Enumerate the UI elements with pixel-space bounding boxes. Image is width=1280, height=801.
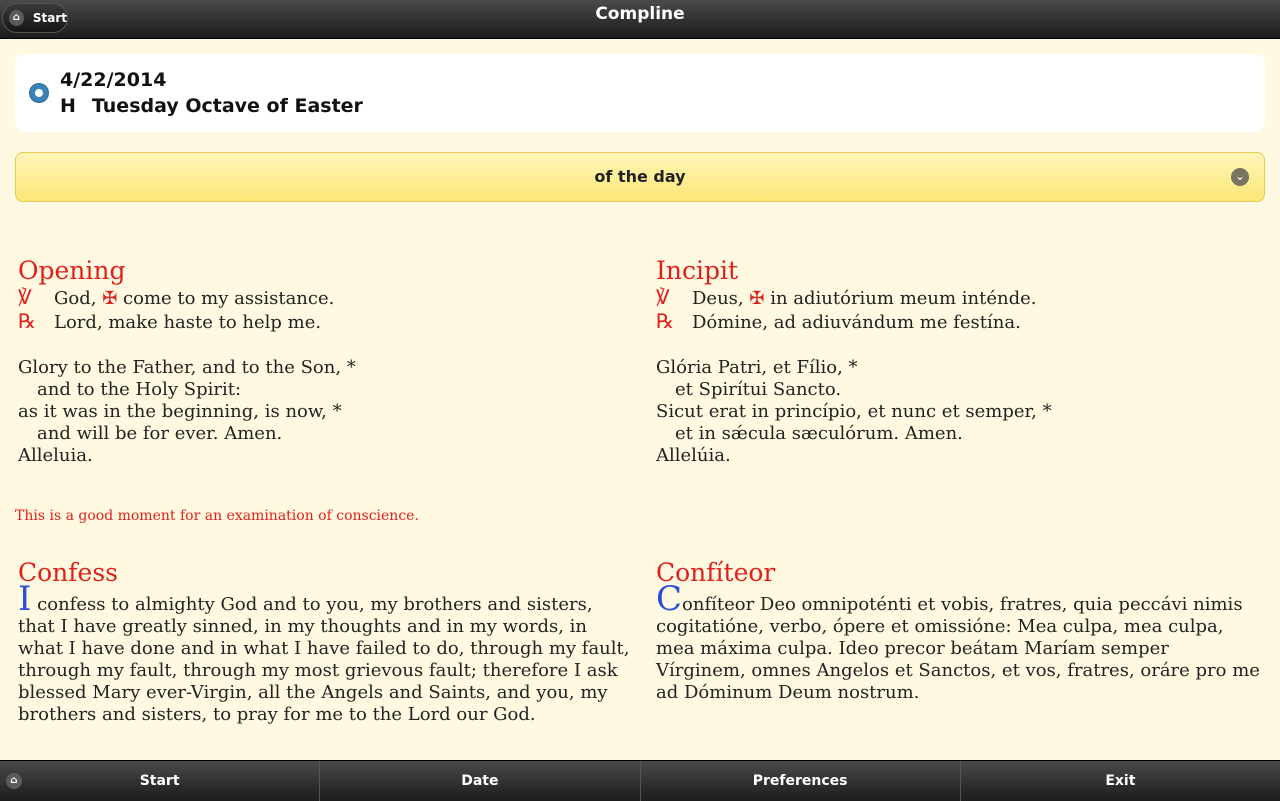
rank-letter: H <box>60 95 76 117</box>
incipit-response-text: Dómine, ad adiuvándum me festína. <box>692 312 1021 333</box>
office-select[interactable] <box>15 152 1265 202</box>
incipit-versicle-rest: in adiutórium meum inténde. <box>770 288 1037 309</box>
confiteor-text <box>656 579 1262 704</box>
confiteor-section <box>656 558 1262 704</box>
incipit-versicle-text: Deus, <box>692 288 744 309</box>
nav-preferences-label: Preferences <box>752 773 848 789</box>
confess-body: confess to almighty God and to you, my brothers and sisters, that I have greatly sinned, in my thoughts and in my words, in what I have done and in what I have failed to do, through my fault, through my fault, through my most grievous fault; therefore I ask blessed Mary ever-Virgin, all the Angels and Saints, and you, my brothers and sisters, to pray for me to the Lord our God. <box>18 594 630 725</box>
confiteor-title: Confíteor <box>656 558 776 587</box>
page-title: Compline <box>595 4 685 24</box>
radio-selected-icon[interactable] <box>30 84 48 102</box>
nav-start-button[interactable] <box>0 761 320 801</box>
chevron-down-icon: ⌄ <box>1231 168 1249 186</box>
confess-text <box>18 579 630 726</box>
nav-date-label: Date <box>461 773 499 789</box>
cross-icon: ✠ <box>102 288 118 309</box>
home-icon: ⌂ <box>9 10 24 26</box>
opening-versicle <box>18 286 628 310</box>
bottom-nav <box>0 760 1280 801</box>
opening-versicle-rest: come to my assistance. <box>123 288 335 309</box>
glory-line: Alleluia. <box>18 445 93 466</box>
confiteor-body: onfíteor Deo omnipoténti et vobis, fratres, quia peccávi nimis cogitatióne, verbo, ópere et omissióne: Mea culpa, mea culpa, mea máxima culpa. Ideo precor beátam Maríam semper Vírginem, omnes Angelos et Sanctos, et vos, fratres, oráre pro me ad Dóminum Deum nostrum. <box>656 594 1260 703</box>
incipit-response <box>656 310 1266 334</box>
start-button-label: Start <box>32 11 67 25</box>
incipit-versicle <box>656 286 1266 310</box>
versicle-icon: ℣ <box>656 285 670 309</box>
versicle-icon: ℣ <box>18 285 32 309</box>
top-bar <box>0 0 1280 39</box>
nav-preferences-button[interactable] <box>641 761 961 801</box>
gloria-line: Sicut erat in princípio, et nunc et semper, * <box>656 401 1052 422</box>
feast-name: Tuesday Octave of Easter <box>91 95 363 117</box>
glory-line: Glory to the Father, and to the Son, * <box>18 357 356 378</box>
glory-line: and to the Holy Spirit: <box>37 379 242 400</box>
incipit-title: Incipit <box>656 256 739 285</box>
examination-note: This is a good moment for an examination of conscience. <box>15 508 419 524</box>
date-card[interactable] <box>15 54 1265 132</box>
feast-line <box>60 95 363 117</box>
opening-section <box>18 256 628 467</box>
gloria-line: Glória Patri, et Fílio, * <box>656 357 858 378</box>
gloria-line: et Spirítui Sancto. <box>675 379 842 400</box>
nav-date-button[interactable] <box>320 761 640 801</box>
opening-versicle-text: God, <box>54 288 97 309</box>
office-select-value: of the day <box>594 167 686 186</box>
home-icon: ⌂ <box>6 773 22 789</box>
response-icon: ℞ <box>18 309 36 333</box>
dropcap: C <box>656 579 683 619</box>
gloria-line: Allelúia. <box>656 445 731 466</box>
confess-title: Confess <box>18 558 118 587</box>
cross-icon: ✠ <box>749 288 765 309</box>
nav-exit-button[interactable] <box>961 761 1280 801</box>
nav-exit-label: Exit <box>1105 773 1136 789</box>
opening-response-text: Lord, make haste to help me. <box>54 312 322 333</box>
glory-line: and will be for ever. Amen. <box>37 423 283 444</box>
confess-section <box>18 558 630 726</box>
nav-start-label: Start <box>139 773 180 789</box>
glory-line: as it was in the beginning, is now, * <box>18 401 342 422</box>
dropcap: I <box>18 579 32 619</box>
date-value: 4/22/2014 <box>60 69 167 91</box>
gloria-line: et in sǽcula sæculórum. Amen. <box>675 423 963 444</box>
response-icon: ℞ <box>656 309 674 333</box>
opening-response <box>18 310 628 334</box>
opening-title: Opening <box>18 256 126 285</box>
incipit-section <box>656 256 1266 467</box>
